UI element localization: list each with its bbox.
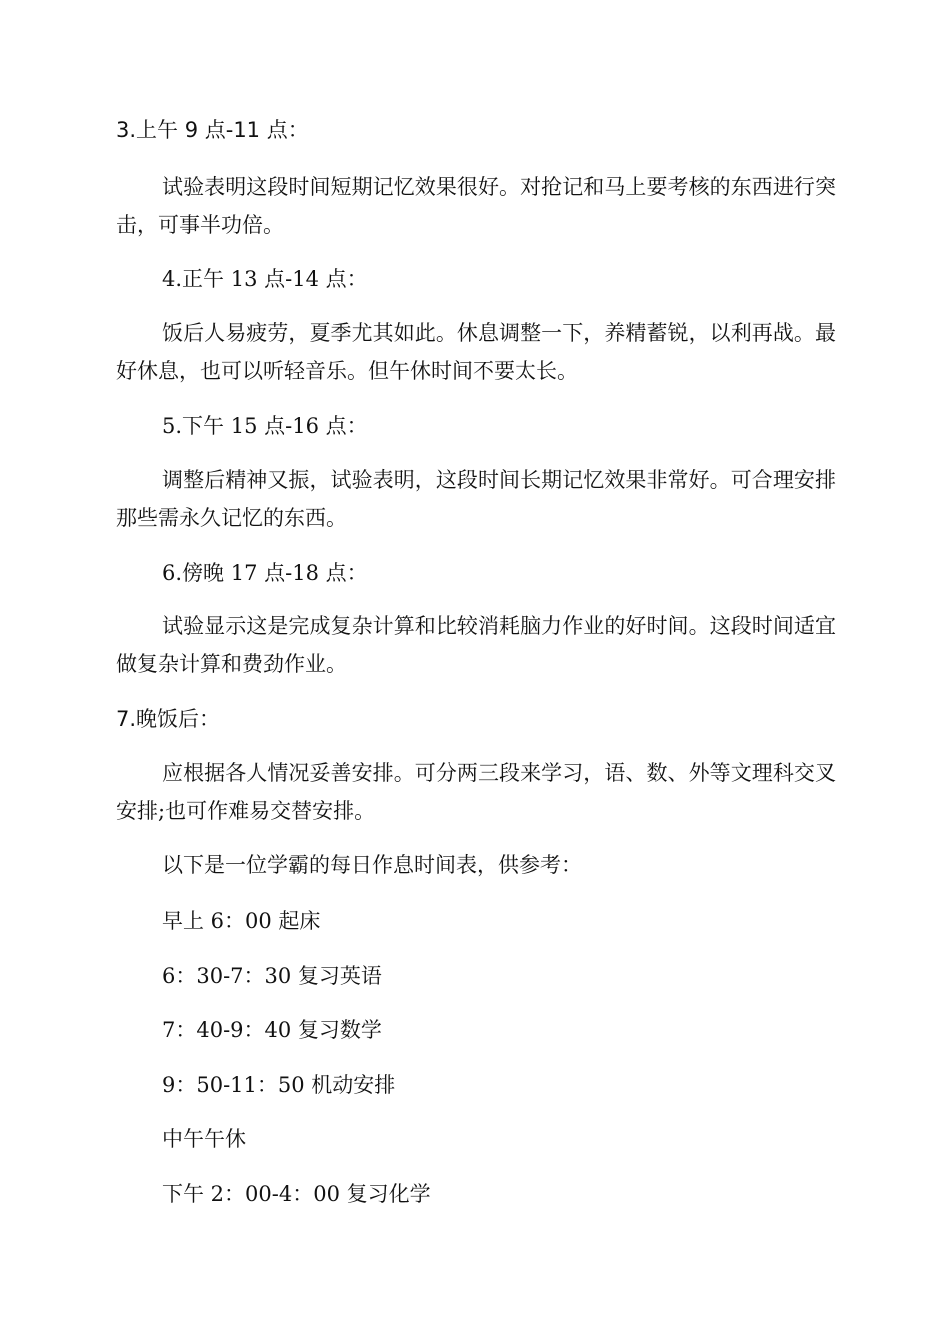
section-heading-7: 7.晚饭后：	[116, 707, 221, 731]
section-paragraph-6: 试验显示这是完成复杂计算和比较消耗脑力作业的好时间。这段时间适宜做复杂计算和费劲作业。	[116, 614, 836, 676]
schedule-intro: 以下是一位学霸的每日作息时间表，供参考：	[162, 853, 582, 877]
schedule-item: 6：30-7：30 复习英语	[162, 964, 382, 988]
section-paragraph-3: 试验表明这段时间短期记忆效果很好。对抢记和马上要考核的东西进行突击，可事半功倍。	[116, 175, 836, 237]
schedule-item: 下午 2：00-4：00 复习化学	[162, 1182, 431, 1206]
section-paragraph-5: 调整后精神又振，试验表明，这段时间长期记忆效果非常好。可合理安排那些需永久记忆的东西。	[116, 468, 836, 530]
section-paragraph-4: 饭后人易疲劳，夏季尤其如此。休息调整一下，养精蓄锐，以利再战。最好休息，也可以听轻音乐。但午休时间不要太长。	[116, 321, 836, 383]
section-paragraph-7: 应根据各人情况妥善安排。可分两三段来学习，语、数、外等文理科交叉安排;也可作难易交替安排。	[116, 761, 836, 823]
section-heading-5: 5.下午 15 点-16 点：	[162, 414, 368, 438]
section-heading-4: 4.正午 13 点-14 点：	[162, 267, 368, 291]
schedule-item: 早上 6：00 起床	[162, 909, 321, 933]
schedule-item: 9：50-11：50 机动安排	[162, 1073, 396, 1097]
schedule-item: 中午午休	[162, 1127, 246, 1151]
section-heading-3: 3.上午 9 点-11 点：	[116, 118, 309, 142]
schedule-item: 7：40-9：40 复习数学	[162, 1018, 382, 1042]
section-heading-6: 6.傍晚 17 点-18 点：	[162, 561, 368, 585]
